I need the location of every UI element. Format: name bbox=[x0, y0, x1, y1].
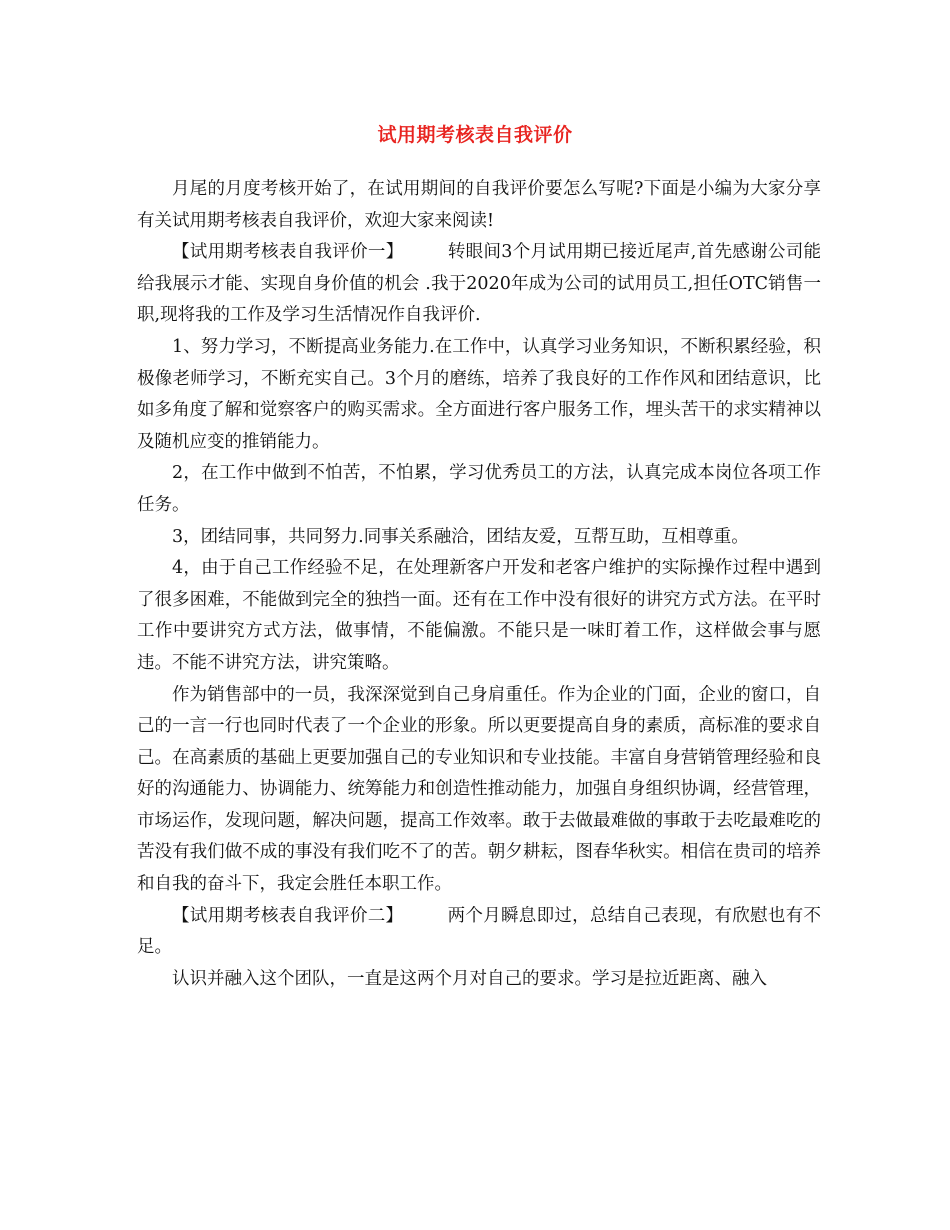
last-paragraph: 认识并融入这个团队，一直是这两个月对自己的要求。学习是拉近距离、融入 bbox=[172, 968, 767, 989]
section-1-paragraph bbox=[137, 237, 821, 332]
document-title: 试用期考核表自我评价 bbox=[377, 124, 573, 146]
paragraph-4: 4，由于自己工作经验不足，在处理新客户开发和老客户维护的实际操作过程中遇到了很多困难，不能做到完全的独挡一面。还有在工作中没有很好的讲究方式方法。在平时工作中要讲究方式方法，做事情，不能偏激。不能只是一味盯着工作，这样做会事与愿违。不能不讲究方法，讲究策略。 bbox=[137, 558, 821, 673]
section-2-lead: 两个月瞬息即过，总结自己表现，有欣慰也有不足。 bbox=[137, 905, 822, 958]
section-2-paragraph bbox=[137, 901, 821, 964]
paragraph-1: 1、努力学习，不断提高业务能力.在工作中，认真学习业务知识，不断积累经验，积极像老师学习，不断充实自己。3个月的磨练，培养了我良好的工作作风和团结意识，比如多角度了解和觉察客户的购买需求。全方面进行客户服务工作，埋头苦干的求实精神以及随机应变的推销能力。 bbox=[137, 336, 821, 452]
intro-paragraph: 月尾的月度考核开始了，在试用期间的自我评价要怎么写呢?下面是小编为大家分享有关试用期考核表自我评价，欢迎大家来阅读! bbox=[137, 179, 821, 231]
section-1-lead: 转眼间3个月试用期已接近尾声,首先感谢公司能给我展示才能、实现自身价值的机会 .我于2020年成为公司的试用员工,担任OTC销售一职,现将我的工作及学习生活情况作自我评价. bbox=[137, 242, 821, 326]
section-2-heading: 【试用期考核表自我评价二】 bbox=[172, 905, 404, 926]
paragraph-3: 3，团结同事，共同努力.同事关系融洽，团结友爱，互帮互助，互相尊重。 bbox=[172, 526, 749, 547]
paragraph-2: 2，在工作中做到不怕苦，不怕累，学习优秀员工的方法，认真完成本岗位各项工作任务。 bbox=[137, 463, 821, 515]
section-1-heading: 【试用期考核表自我评价一】 bbox=[172, 242, 404, 263]
document-body bbox=[137, 174, 821, 995]
paragraph-5: 作为销售部中的一员，我深深觉到自己身肩重任。作为企业的门面，企业的窗口，自己的一言一行也同时代表了一个企业的形象。所以更要提高自身的素质，高标准的要求自己。在高素质的基础上更要加强自己的专业知识和专业技能。丰富自身营销管理经验和良好的沟通能力、协调能力、统筹能力和创造性推动能力，加强自身组织协调，经营管理，市场运作，发现问题，解决问题，提高工作效率。敢于去做最难做的事敢于去吃最难吃的苦没有我们做不成的事没有我们吃不了的苦。朝夕耕耘，图春华秋实。相信在贵司的培养和自我的奋斗下，我定会胜任本职工作。 bbox=[137, 684, 821, 895]
